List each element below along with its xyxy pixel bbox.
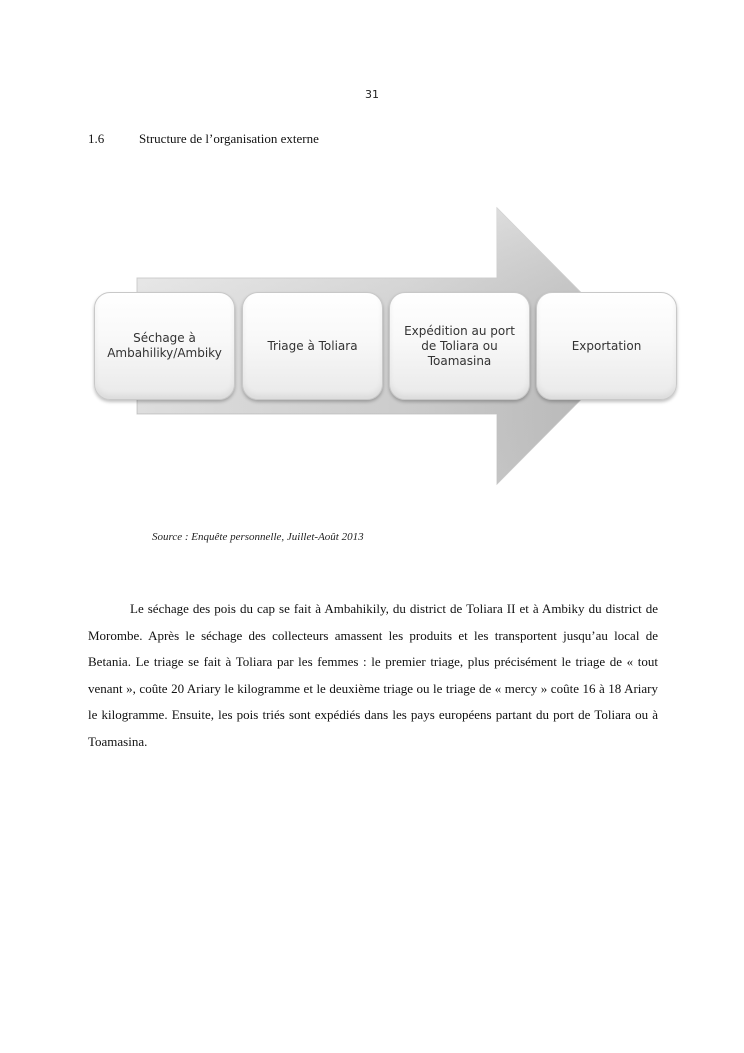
- figure-source: Source : Enquête personnelle, Juillet-Août 2013: [152, 531, 364, 543]
- step-label: Exportation: [571, 338, 642, 353]
- step-box-expedition: [389, 292, 530, 400]
- step-label: Séchage à Ambahiliky/Ambiky: [107, 331, 222, 360]
- section-title: Structure de l’organisation externe: [139, 131, 319, 146]
- step-box-triage: [242, 292, 383, 400]
- page-number: 31: [365, 88, 379, 101]
- step-label: Triage à Toliara: [267, 338, 358, 353]
- step-box-sechage: [94, 292, 235, 400]
- step-label: Expédition au port de Toliara ou Toamasina: [404, 323, 515, 368]
- section-number: 1.6: [88, 131, 105, 146]
- body-paragraph: Le séchage des pois du cap se fait à Ambahikily, du district de Toliara II et à Ambiky du district de Morombe. Après le séchage des collecteurs amassent les produits et les transportent jusqu’au local de Betania. Le triage se fait à Toliara par les femmes : le premier triage, plus précisément le triage de « tout venant », coûte 20 Ariary le kilogramme et le deuxième triage ou le triage de « mercy » coûte 16 à 18 Ariary le kilogramme. Ensuite, les pois triés sont expédiés dans les pays européens partant du port de Toliara ou à Toamasina.: [88, 601, 658, 749]
- step-box-exportation: [536, 292, 677, 400]
